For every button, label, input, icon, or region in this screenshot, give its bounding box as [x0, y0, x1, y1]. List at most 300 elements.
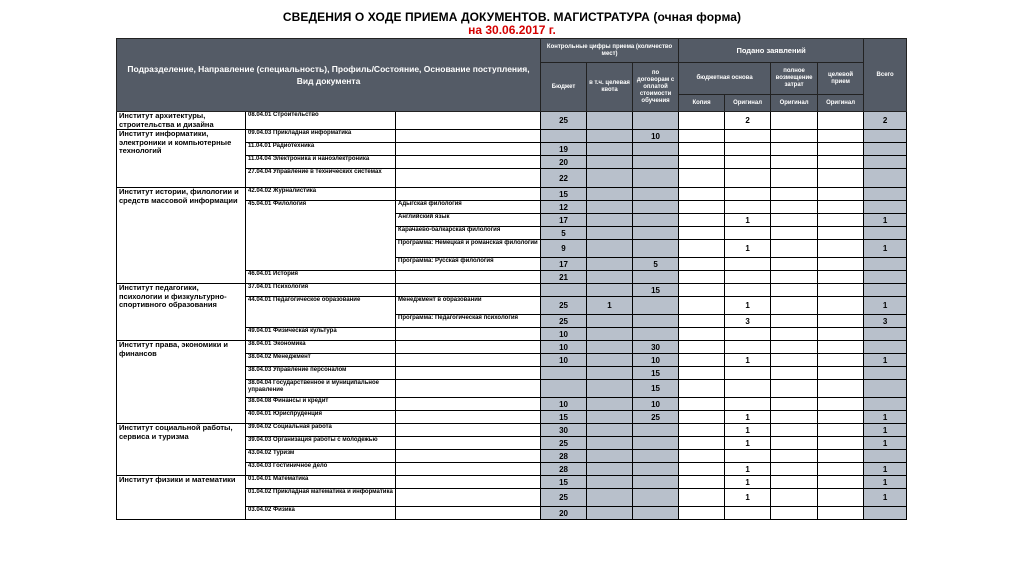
direction-cell: 45.04.01 Филология: [246, 201, 396, 271]
contract-cell: 15: [633, 367, 679, 380]
original-cell: [725, 143, 771, 156]
quota-cell: [587, 489, 633, 507]
budget-cell: 25: [541, 297, 587, 315]
copy-cell: [679, 240, 725, 258]
profile-cell: [396, 476, 541, 489]
direction-cell: 42.04.02 Журналистика: [246, 188, 396, 201]
direction-cell: 49.04.01 Физическая культура: [246, 328, 396, 341]
original-cell: [725, 188, 771, 201]
original-cell: [725, 169, 771, 188]
direction-cell: 38.04.03 Управление персоналом: [246, 367, 396, 380]
institute-name: Институт истории, филологии и средств массовой информации: [117, 188, 246, 284]
full-refund-cell: [771, 398, 818, 411]
total-cell: 1: [864, 411, 907, 424]
copy-cell: [679, 341, 725, 354]
budget-cell: 19: [541, 143, 587, 156]
header-target-quota: в т.ч. целевая квота: [587, 63, 633, 112]
full-refund-cell: [771, 354, 818, 367]
profile-cell: [396, 411, 541, 424]
quota-cell: [587, 214, 633, 227]
target-cell: [818, 424, 864, 437]
original-cell: [725, 367, 771, 380]
budget-cell: 25: [541, 315, 587, 328]
quota-cell: [587, 398, 633, 411]
original-cell: 2: [725, 112, 771, 130]
full-refund-cell: [771, 271, 818, 284]
copy-cell: [679, 188, 725, 201]
total-cell: 1: [864, 240, 907, 258]
header-budget-basis: бюджетная основа: [679, 63, 771, 95]
quota-cell: [587, 240, 633, 258]
total-cell: 1: [864, 437, 907, 450]
direction-cell: 39.04.03 Организация работы с молодежью: [246, 437, 396, 450]
quota-cell: [587, 354, 633, 367]
target-cell: [818, 214, 864, 227]
contract-cell: 10: [633, 130, 679, 143]
total-cell: [864, 227, 907, 240]
copy-cell: [679, 297, 725, 315]
direction-cell: 01.04.01 Математика: [246, 476, 396, 489]
copy-cell: [679, 411, 725, 424]
target-cell: [818, 411, 864, 424]
original-cell: [725, 450, 771, 463]
target-cell: [818, 297, 864, 315]
full-refund-cell: [771, 341, 818, 354]
contract-cell: [633, 315, 679, 328]
full-refund-cell: [771, 367, 818, 380]
profile-cell: [396, 169, 541, 188]
contract-cell: [633, 450, 679, 463]
quota-cell: [587, 380, 633, 398]
total-cell: [864, 201, 907, 214]
budget-cell: 30: [541, 424, 587, 437]
direction-cell: 09.04.03 Прикладная информатика: [246, 130, 396, 143]
target-cell: [818, 201, 864, 214]
profile-cell: [396, 489, 541, 507]
target-cell: [818, 258, 864, 271]
full-refund-cell: [771, 297, 818, 315]
target-cell: [818, 112, 864, 130]
contract-cell: [633, 214, 679, 227]
quota-cell: [587, 328, 633, 341]
direction-cell: 37.04.01 Психология: [246, 284, 396, 297]
total-cell: [864, 169, 907, 188]
target-cell: [818, 450, 864, 463]
target-cell: [818, 507, 864, 520]
budget-cell: 22: [541, 169, 587, 188]
table-row: [117, 341, 907, 354]
quota-cell: [587, 450, 633, 463]
budget-cell: 15: [541, 188, 587, 201]
total-cell: 1: [864, 214, 907, 227]
direction-cell: 38.04.01 Экономика: [246, 341, 396, 354]
profile-cell: [396, 130, 541, 143]
header-contract: по договорам с оплатой стоимости обучения: [633, 63, 679, 112]
original-cell: 1: [725, 489, 771, 507]
quota-cell: [587, 341, 633, 354]
original-cell: [725, 258, 771, 271]
direction-cell: 08.04.01 Строительство: [246, 112, 396, 130]
institute-name: Институт педагогики, психологии и физкультурно-спортивного образования: [117, 284, 246, 341]
target-cell: [818, 315, 864, 328]
quota-cell: [587, 437, 633, 450]
quota-cell: [587, 130, 633, 143]
budget-cell: 9: [541, 240, 587, 258]
budget-cell: 17: [541, 214, 587, 227]
full-refund-cell: [771, 258, 818, 271]
contract-cell: [633, 227, 679, 240]
copy-cell: [679, 284, 725, 297]
direction-cell: 38.04.08 Финансы и кредит: [246, 398, 396, 411]
contract-cell: [633, 201, 679, 214]
total-cell: 1: [864, 476, 907, 489]
full-refund-cell: [771, 411, 818, 424]
original-cell: [725, 130, 771, 143]
header-full-refund: полное возмещение затрат: [771, 63, 818, 95]
quota-cell: [587, 143, 633, 156]
total-cell: [864, 341, 907, 354]
total-cell: [864, 284, 907, 297]
copy-cell: [679, 450, 725, 463]
contract-cell: [633, 156, 679, 169]
target-cell: [818, 227, 864, 240]
profile-cell: [396, 367, 541, 380]
target-cell: [818, 380, 864, 398]
profile-cell: [396, 437, 541, 450]
profile-cell: [396, 450, 541, 463]
budget-cell: [541, 130, 587, 143]
original-cell: 1: [725, 214, 771, 227]
copy-cell: [679, 507, 725, 520]
direction-cell: 03.04.02 Физика: [246, 507, 396, 520]
full-refund-cell: [771, 284, 818, 297]
contract-cell: [633, 188, 679, 201]
profile-cell: Английский язык: [396, 214, 541, 227]
full-refund-cell: [771, 507, 818, 520]
direction-cell: 43.04.02 Туризм: [246, 450, 396, 463]
copy-cell: [679, 424, 725, 437]
contract-cell: [633, 112, 679, 130]
table-row: [117, 476, 907, 489]
budget-cell: 20: [541, 156, 587, 169]
copy-cell: [679, 271, 725, 284]
direction-cell: 01.04.02 Прикладная математика и информатика: [246, 489, 396, 507]
profile-cell: Адыгская филология: [396, 201, 541, 214]
total-cell: [864, 450, 907, 463]
contract-cell: [633, 463, 679, 476]
full-refund-cell: [771, 201, 818, 214]
profile-cell: [396, 112, 541, 130]
page-title: СВЕДЕНИЯ О ХОДЕ ПРИЕМА ДОКУМЕНТОВ. МАГИСТРАТУРА (очная форма): [282, 10, 742, 24]
contract-cell: [633, 424, 679, 437]
original-cell: [725, 398, 771, 411]
quota-cell: [587, 112, 633, 130]
budget-cell: 15: [541, 411, 587, 424]
quota-cell: [587, 463, 633, 476]
full-refund-cell: [771, 240, 818, 258]
full-refund-cell: [771, 489, 818, 507]
contract-cell: [633, 240, 679, 258]
full-refund-cell: [771, 315, 818, 328]
original-cell: 3: [725, 315, 771, 328]
copy-cell: [679, 201, 725, 214]
quota-cell: [587, 507, 633, 520]
header-original-target: Оригинал: [818, 95, 864, 112]
copy-cell: [679, 258, 725, 271]
total-cell: [864, 507, 907, 520]
original-cell: [725, 328, 771, 341]
target-cell: [818, 341, 864, 354]
total-cell: 1: [864, 354, 907, 367]
admissions-table: [116, 38, 907, 520]
total-cell: 1: [864, 489, 907, 507]
budget-cell: 5: [541, 227, 587, 240]
total-cell: 2: [864, 112, 907, 130]
target-cell: [818, 143, 864, 156]
profile-cell: Программа: Русская филология: [396, 258, 541, 271]
quota-cell: [587, 284, 633, 297]
budget-cell: 20: [541, 507, 587, 520]
budget-cell: 10: [541, 341, 587, 354]
full-refund-cell: [771, 227, 818, 240]
target-cell: [818, 437, 864, 450]
target-cell: [818, 240, 864, 258]
full-refund-cell: [771, 143, 818, 156]
institute-name: Институт социальной работы, сервиса и туризма: [117, 424, 246, 476]
quota-cell: [587, 315, 633, 328]
header-copy: Копия: [679, 95, 725, 112]
profile-cell: [396, 380, 541, 398]
profile-cell: [396, 398, 541, 411]
direction-cell: 39.04.02 Социальная работа: [246, 424, 396, 437]
budget-cell: 10: [541, 328, 587, 341]
original-cell: [725, 271, 771, 284]
profile-cell: [396, 463, 541, 476]
copy-cell: [679, 380, 725, 398]
total-cell: [864, 188, 907, 201]
target-cell: [818, 188, 864, 201]
profile-cell: Программа: Немецкая и романская филологии: [396, 240, 541, 258]
institute-name: Институт права, экономики и финансов: [117, 341, 246, 424]
full-refund-cell: [771, 169, 818, 188]
direction-cell: 11.04.04 Электроника и наноэлектроника: [246, 156, 396, 169]
profile-cell: [396, 341, 541, 354]
original-cell: 1: [725, 240, 771, 258]
quota-cell: 1: [587, 297, 633, 315]
copy-cell: [679, 463, 725, 476]
copy-cell: [679, 476, 725, 489]
budget-cell: 12: [541, 201, 587, 214]
full-refund-cell: [771, 130, 818, 143]
contract-cell: 10: [633, 398, 679, 411]
budget-cell: 28: [541, 463, 587, 476]
budget-cell: 10: [541, 354, 587, 367]
full-refund-cell: [771, 424, 818, 437]
header-budget: Бюджет: [541, 63, 587, 112]
contract-cell: [633, 297, 679, 315]
original-cell: [725, 156, 771, 169]
total-cell: [864, 328, 907, 341]
total-cell: [864, 143, 907, 156]
copy-cell: [679, 367, 725, 380]
profile-cell: [396, 354, 541, 367]
total-cell: [864, 398, 907, 411]
full-refund-cell: [771, 112, 818, 130]
profile-cell: [396, 284, 541, 297]
quota-cell: [587, 188, 633, 201]
institute-name: Институт физики и математики: [117, 476, 246, 520]
contract-cell: [633, 271, 679, 284]
quota-cell: [587, 424, 633, 437]
contract-cell: 15: [633, 380, 679, 398]
target-cell: [818, 476, 864, 489]
target-cell: [818, 130, 864, 143]
copy-cell: [679, 354, 725, 367]
table-row: [117, 188, 907, 201]
quota-cell: [587, 476, 633, 489]
quota-cell: [587, 227, 633, 240]
budget-cell: 15: [541, 476, 587, 489]
direction-cell: 38.04.02 Менеджмент: [246, 354, 396, 367]
direction-cell: 44.04.01 Педагогическое образование: [246, 297, 396, 328]
target-cell: [818, 156, 864, 169]
table-body: [117, 112, 907, 520]
budget-cell: 17: [541, 258, 587, 271]
budget-cell: 10: [541, 398, 587, 411]
budget-cell: [541, 284, 587, 297]
header-original: Оригинал: [725, 95, 771, 112]
copy-cell: [679, 169, 725, 188]
target-cell: [818, 463, 864, 476]
budget-cell: [541, 380, 587, 398]
quota-cell: [587, 258, 633, 271]
target-cell: [818, 328, 864, 341]
profile-cell: [396, 424, 541, 437]
original-cell: [725, 507, 771, 520]
quota-cell: [587, 271, 633, 284]
total-cell: [864, 258, 907, 271]
contract-cell: [633, 507, 679, 520]
original-cell: 1: [725, 411, 771, 424]
budget-cell: 21: [541, 271, 587, 284]
header-main: Подразделение, Направление (специальность), Профиль/Состояние, Основание поступления, Вид документа: [117, 39, 541, 112]
contract-cell: 15: [633, 284, 679, 297]
contract-cell: 30: [633, 341, 679, 354]
budget-cell: 28: [541, 450, 587, 463]
direction-cell: 43.04.03 Гостиничное дело: [246, 463, 396, 476]
full-refund-cell: [771, 156, 818, 169]
full-refund-cell: [771, 450, 818, 463]
budget-cell: 25: [541, 112, 587, 130]
budget-cell: 25: [541, 489, 587, 507]
contract-cell: [633, 328, 679, 341]
budget-cell: 25: [541, 437, 587, 450]
original-cell: [725, 380, 771, 398]
copy-cell: [679, 112, 725, 130]
profile-cell: Менеджмент в образовании: [396, 297, 541, 315]
direction-cell: 27.04.04 Управление в технических системах: [246, 169, 396, 188]
copy-cell: [679, 328, 725, 341]
direction-cell: 38.04.04 Государственное и муниципальное управление: [246, 380, 396, 398]
original-cell: [725, 284, 771, 297]
header-target-admission: целевой прием: [818, 63, 864, 95]
profile-cell: [396, 507, 541, 520]
quota-cell: [587, 169, 633, 188]
header-submitted: Подано заявлений: [679, 39, 864, 63]
budget-cell: [541, 367, 587, 380]
target-cell: [818, 398, 864, 411]
copy-cell: [679, 156, 725, 169]
profile-cell: [396, 143, 541, 156]
target-cell: [818, 169, 864, 188]
full-refund-cell: [771, 328, 818, 341]
profile-cell: [396, 188, 541, 201]
contract-cell: [633, 437, 679, 450]
profile-cell: Карачаево-балкарская филология: [396, 227, 541, 240]
original-cell: [725, 227, 771, 240]
table-row: [117, 112, 907, 130]
target-cell: [818, 367, 864, 380]
total-cell: 1: [864, 297, 907, 315]
original-cell: 1: [725, 437, 771, 450]
full-refund-cell: [771, 463, 818, 476]
contract-cell: [633, 489, 679, 507]
quota-cell: [587, 367, 633, 380]
quota-cell: [587, 156, 633, 169]
original-cell: 1: [725, 476, 771, 489]
total-cell: [864, 130, 907, 143]
total-cell: 1: [864, 424, 907, 437]
original-cell: [725, 341, 771, 354]
full-refund-cell: [771, 437, 818, 450]
total-cell: [864, 367, 907, 380]
profile-cell: [396, 271, 541, 284]
full-refund-cell: [771, 380, 818, 398]
table-row: [117, 130, 907, 143]
original-cell: 1: [725, 297, 771, 315]
direction-cell: 40.04.01 Юриспруденция: [246, 411, 396, 424]
table-row: [117, 284, 907, 297]
header-control-figures: Контрольные цифры приема (количество мест): [541, 39, 679, 63]
contract-cell: [633, 476, 679, 489]
copy-cell: [679, 437, 725, 450]
contract-cell: 25: [633, 411, 679, 424]
profile-cell: Программа: Педагогическая психология: [396, 315, 541, 328]
contract-cell: [633, 169, 679, 188]
contract-cell: 5: [633, 258, 679, 271]
copy-cell: [679, 489, 725, 507]
original-cell: [725, 201, 771, 214]
original-cell: 1: [725, 424, 771, 437]
quota-cell: [587, 411, 633, 424]
direction-cell: 46.04.01 История: [246, 271, 396, 284]
copy-cell: [679, 130, 725, 143]
total-cell: [864, 380, 907, 398]
target-cell: [818, 354, 864, 367]
institute-name: Институт архитектуры, строительства и дизайна: [117, 112, 246, 130]
quota-cell: [587, 201, 633, 214]
target-cell: [818, 271, 864, 284]
copy-cell: [679, 214, 725, 227]
full-refund-cell: [771, 188, 818, 201]
table-row: [117, 424, 907, 437]
target-cell: [818, 489, 864, 507]
total-cell: [864, 156, 907, 169]
full-refund-cell: [771, 214, 818, 227]
header-total: Всего: [864, 39, 907, 112]
copy-cell: [679, 143, 725, 156]
profile-cell: [396, 328, 541, 341]
